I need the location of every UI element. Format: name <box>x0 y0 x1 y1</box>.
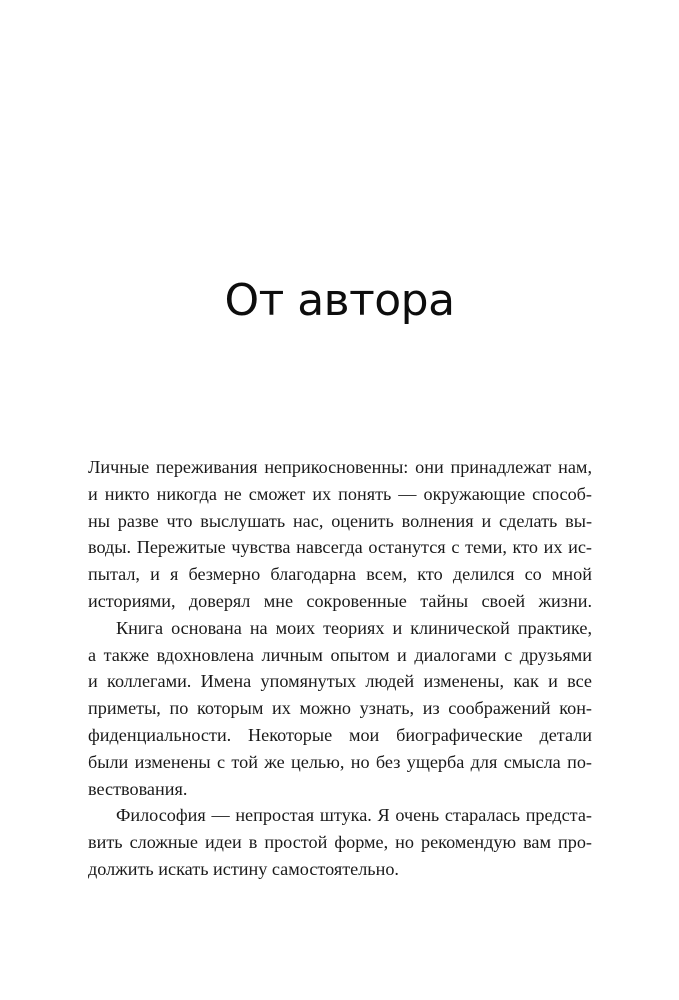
text-line: а также вдохновлена личным опытом и диалогами с друзьями <box>88 644 592 665</box>
text-line: вествования. <box>88 778 188 799</box>
text-line: приметы, по которым их можно узнать, из соображений кон- <box>88 698 592 719</box>
text-line: фиденциальности. Некоторые мои биографические детали <box>88 724 592 745</box>
text-line: воды. Пережитые чувства навсегда останутся с теми, кто их ис- <box>88 537 592 558</box>
paragraph-2 <box>88 615 592 803</box>
text-line: Книга основана на моих теориях и клинической практике, <box>116 617 592 638</box>
text-line: должить искать истину самостоятельно. <box>88 858 399 879</box>
text-line: Личные переживания неприкосновенны: они принадлежат нам, <box>88 457 592 477</box>
text-line: вить сложные идеи в простой форме, но рекомендую вам про- <box>88 832 592 853</box>
paragraph-3 <box>88 802 592 882</box>
text-line: Философия — непростая штука. Я очень старалась предста- <box>116 805 592 826</box>
chapter-title: От автора <box>224 275 455 326</box>
text-line: ны разве что выслушать нас, оценить волнения и сделать вы- <box>88 510 592 531</box>
paragraph-1 <box>88 454 592 615</box>
text-line: пытал, и я безмерно благодарна всем, кто делился со мной <box>88 564 592 585</box>
text-line: историями, доверял мне сокровенные тайны своей жизни. <box>88 590 592 611</box>
chapter-body <box>88 454 592 883</box>
text-line: были изменены с той же целью, но без ущерба для смысла по- <box>88 751 592 772</box>
text-line: и никто никогда не сможет их понять — окружающие способ- <box>88 483 592 504</box>
text-line: и коллегами. Имена упомянутых людей изменены, как и все <box>88 671 592 692</box>
